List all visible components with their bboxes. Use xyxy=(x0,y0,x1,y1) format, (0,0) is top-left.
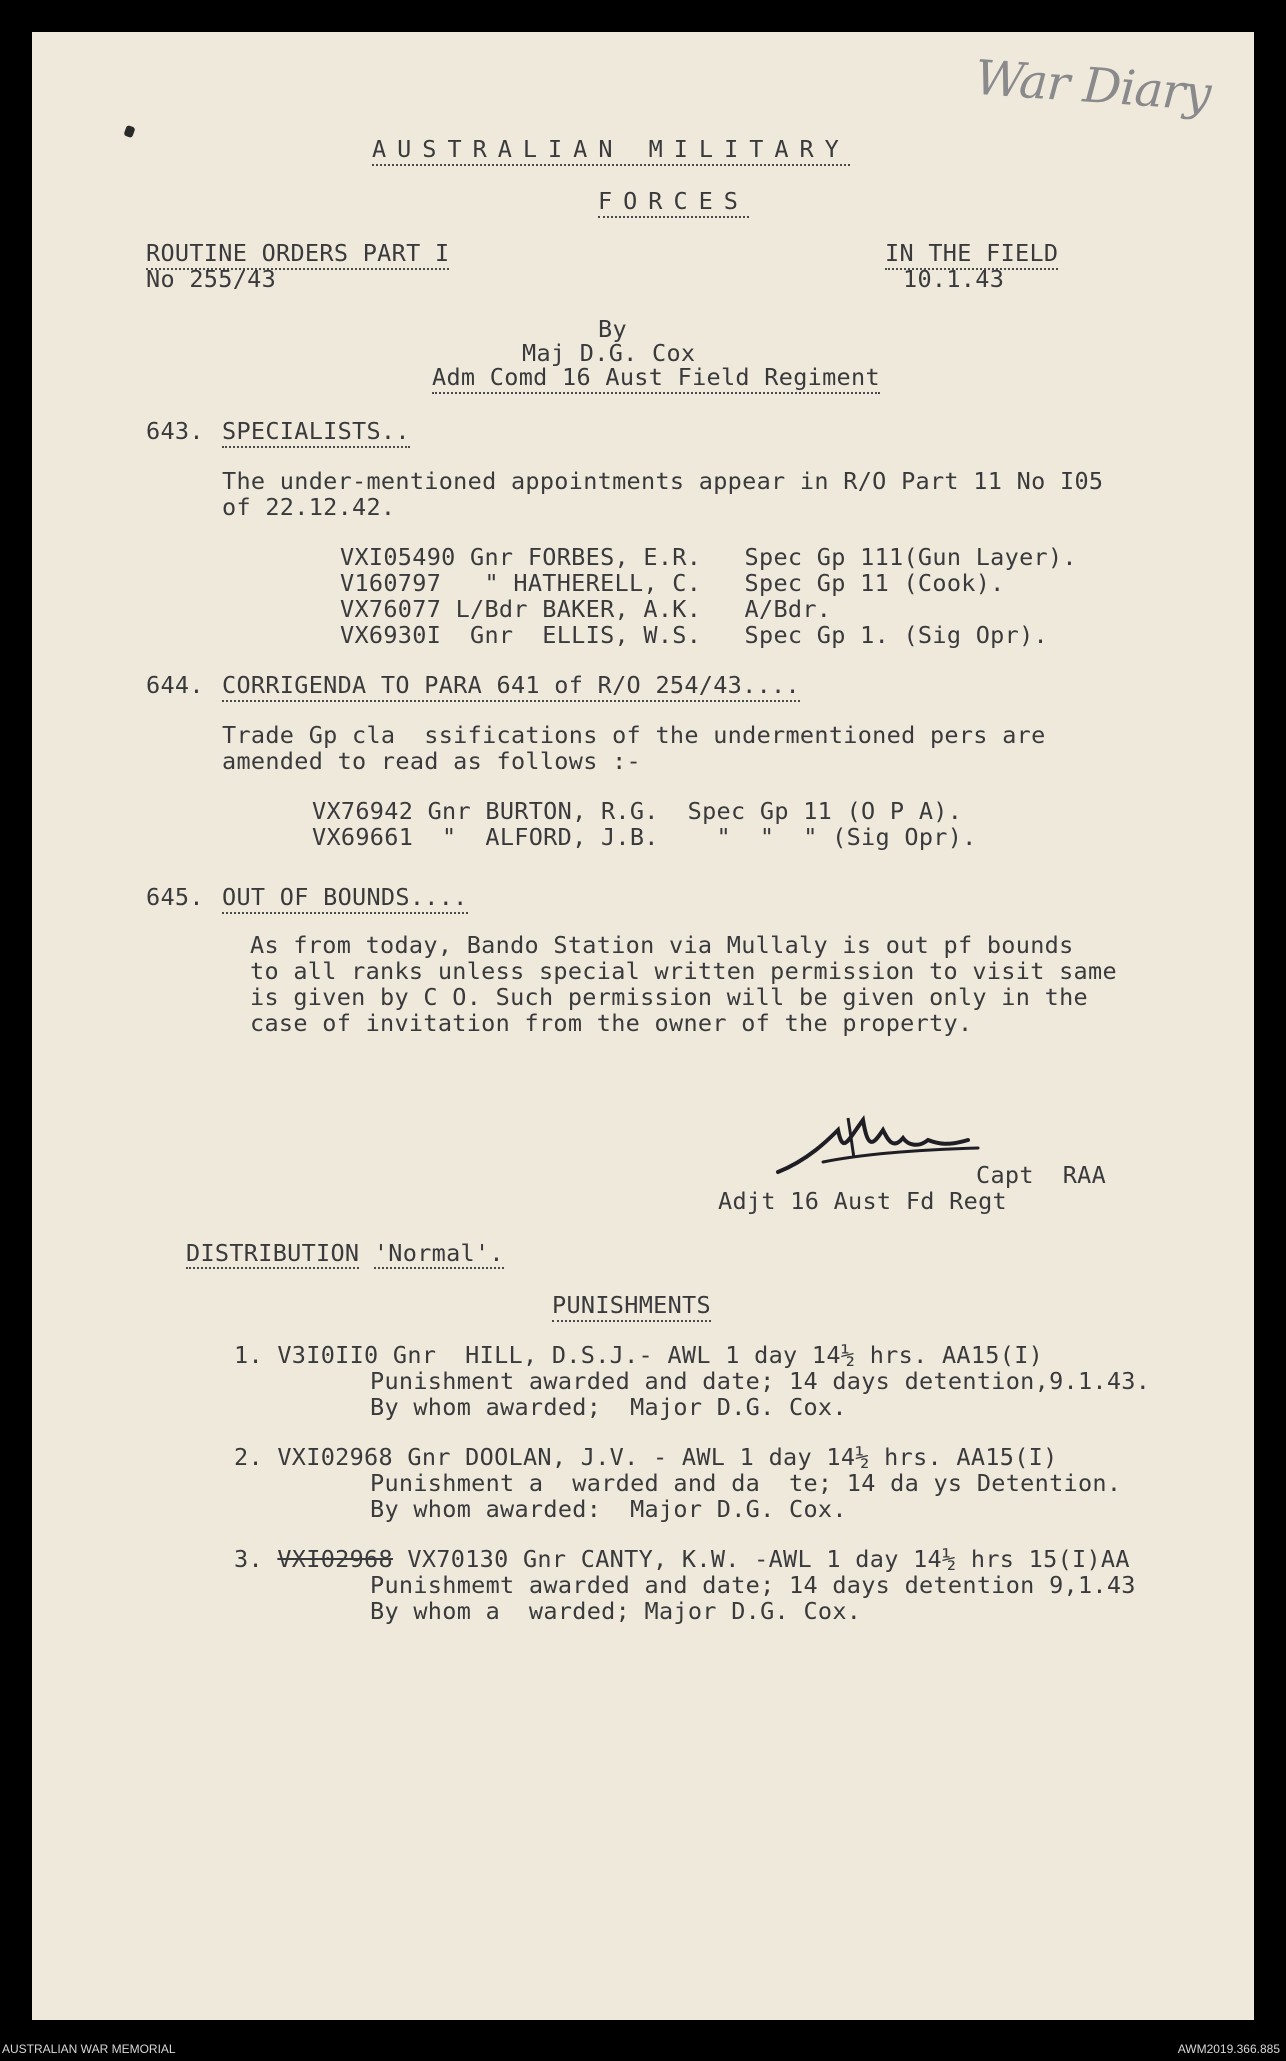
document-subtitle: FORCES xyxy=(598,188,749,218)
orders-label: ROUTINE ORDERS PART I xyxy=(146,240,449,270)
commander-name: Maj D.G. Cox xyxy=(522,339,696,367)
punishment-entry xyxy=(234,1546,1130,1573)
appointment-row: VX76077 L/Bdr BAKER, A.K. A/Bdr. xyxy=(340,595,832,623)
footer-reference: AWM2019.366.885 xyxy=(1177,2042,1280,2056)
signature-rank: Capt RAA xyxy=(976,1161,1107,1189)
para-643-text: of 22.12.42. xyxy=(222,493,396,521)
location: IN THE FIELD xyxy=(885,240,1058,270)
punishment-detail: By whom awarded; Major D.G. Cox. xyxy=(370,1393,847,1421)
punishment-detail: Punishment awarded and date; 14 days detention,9.1.43. xyxy=(370,1367,1151,1395)
punishment-detail: By whom a warded; Major D.G. Cox. xyxy=(370,1597,862,1625)
entry-number: 3. xyxy=(234,1545,278,1573)
commander-title: Adm Comd 16 Aust Field Regiment xyxy=(432,364,880,394)
reclassification-row: VX76942 Gnr BURTON, R.G. Spec Gp 11 (O P A). xyxy=(312,797,963,825)
para-643-text: The under-mentioned appointments appear in R/O Part 11 No I05 xyxy=(222,467,1104,495)
by-line: By xyxy=(598,315,627,343)
pencil-annotation: War Diary xyxy=(973,49,1213,123)
punishment-detail: By whom awarded: Major D.G. Cox. xyxy=(370,1495,847,1523)
para-643-number: 643. xyxy=(146,417,204,445)
document-title: AUSTRALIAN MILITARY xyxy=(372,136,850,166)
punishment-entry: 1. V3I0II0 Gnr HILL, D.S.J.- AWL 1 day 14½ hrs. AA15(I) xyxy=(234,1341,1044,1369)
distribution xyxy=(186,1240,504,1267)
reclassification-row: VX69661 " ALFORD, J.B. " " " (Sig Opr). xyxy=(312,823,977,851)
para-645-text: case of invitation from the owner of the property. xyxy=(250,1009,973,1037)
order-number: No 255/43 xyxy=(146,265,277,293)
para-645-number: 645. xyxy=(146,883,204,911)
appointment-row: VX6930I Gnr ELLIS, W.S. Spec Gp 1. (Sig Opr). xyxy=(340,621,1048,649)
para-644-heading: CORRIGENDA TO PARA 641 of R/O 254/43.... xyxy=(222,672,800,702)
distribution-value: 'Normal'. xyxy=(373,1239,504,1267)
punishment-detail: Punishmemt awarded and date; 14 days detention 9,1.43 xyxy=(370,1571,1136,1599)
para-644-text: Trade Gp cla ssifications of the undermentioned pers are xyxy=(222,721,1046,749)
punishment-entry: 2. VXI02968 Gnr DOOLAN, J.V. - AWL 1 day 14½ hrs. AA15(I) xyxy=(234,1443,1058,1471)
signature-position: Adjt 16 Aust Fd Regt xyxy=(718,1187,1007,1215)
punishment-detail: Punishment a warded and da te; 14 da ys Detention. xyxy=(370,1469,1122,1497)
entry-text: VX70130 Gnr CANTY, K.W. -AWL 1 day 14½ hrs 15(I)AA xyxy=(392,1545,1130,1573)
para-645-heading: OUT OF BOUNDS.... xyxy=(222,884,468,914)
distribution-label: DISTRIBUTION xyxy=(186,1239,360,1267)
appointment-row: VXI05490 Gnr FORBES, E.R. Spec Gp 111(Gun Layer). xyxy=(340,543,1077,571)
para-645-text: to all ranks unless special written permission to visit same xyxy=(250,957,1117,985)
para-644-number: 644. xyxy=(146,671,204,699)
appointment-row: V160797 " HATHERELL, C. Spec Gp 11 (Cook). xyxy=(340,569,1005,597)
struck-service-number: VXI02968 xyxy=(277,1545,393,1573)
para-645-text: is given by C O. Such permission will be given only in the xyxy=(250,983,1088,1011)
date: 10.1.43 xyxy=(903,265,1005,293)
footer-source: AUSTRALIAN WAR MEMORIAL xyxy=(2,2042,176,2056)
para-643-heading: SPECIALISTS.. xyxy=(222,418,410,448)
punishments-heading: PUNISHMENTS xyxy=(552,1292,711,1322)
para-645-text: As from today, Bando Station via Mullaly is out pf bounds xyxy=(250,931,1074,959)
para-644-text: amended to read as follows :- xyxy=(222,747,641,775)
handwritten-signature xyxy=(768,1100,998,1180)
